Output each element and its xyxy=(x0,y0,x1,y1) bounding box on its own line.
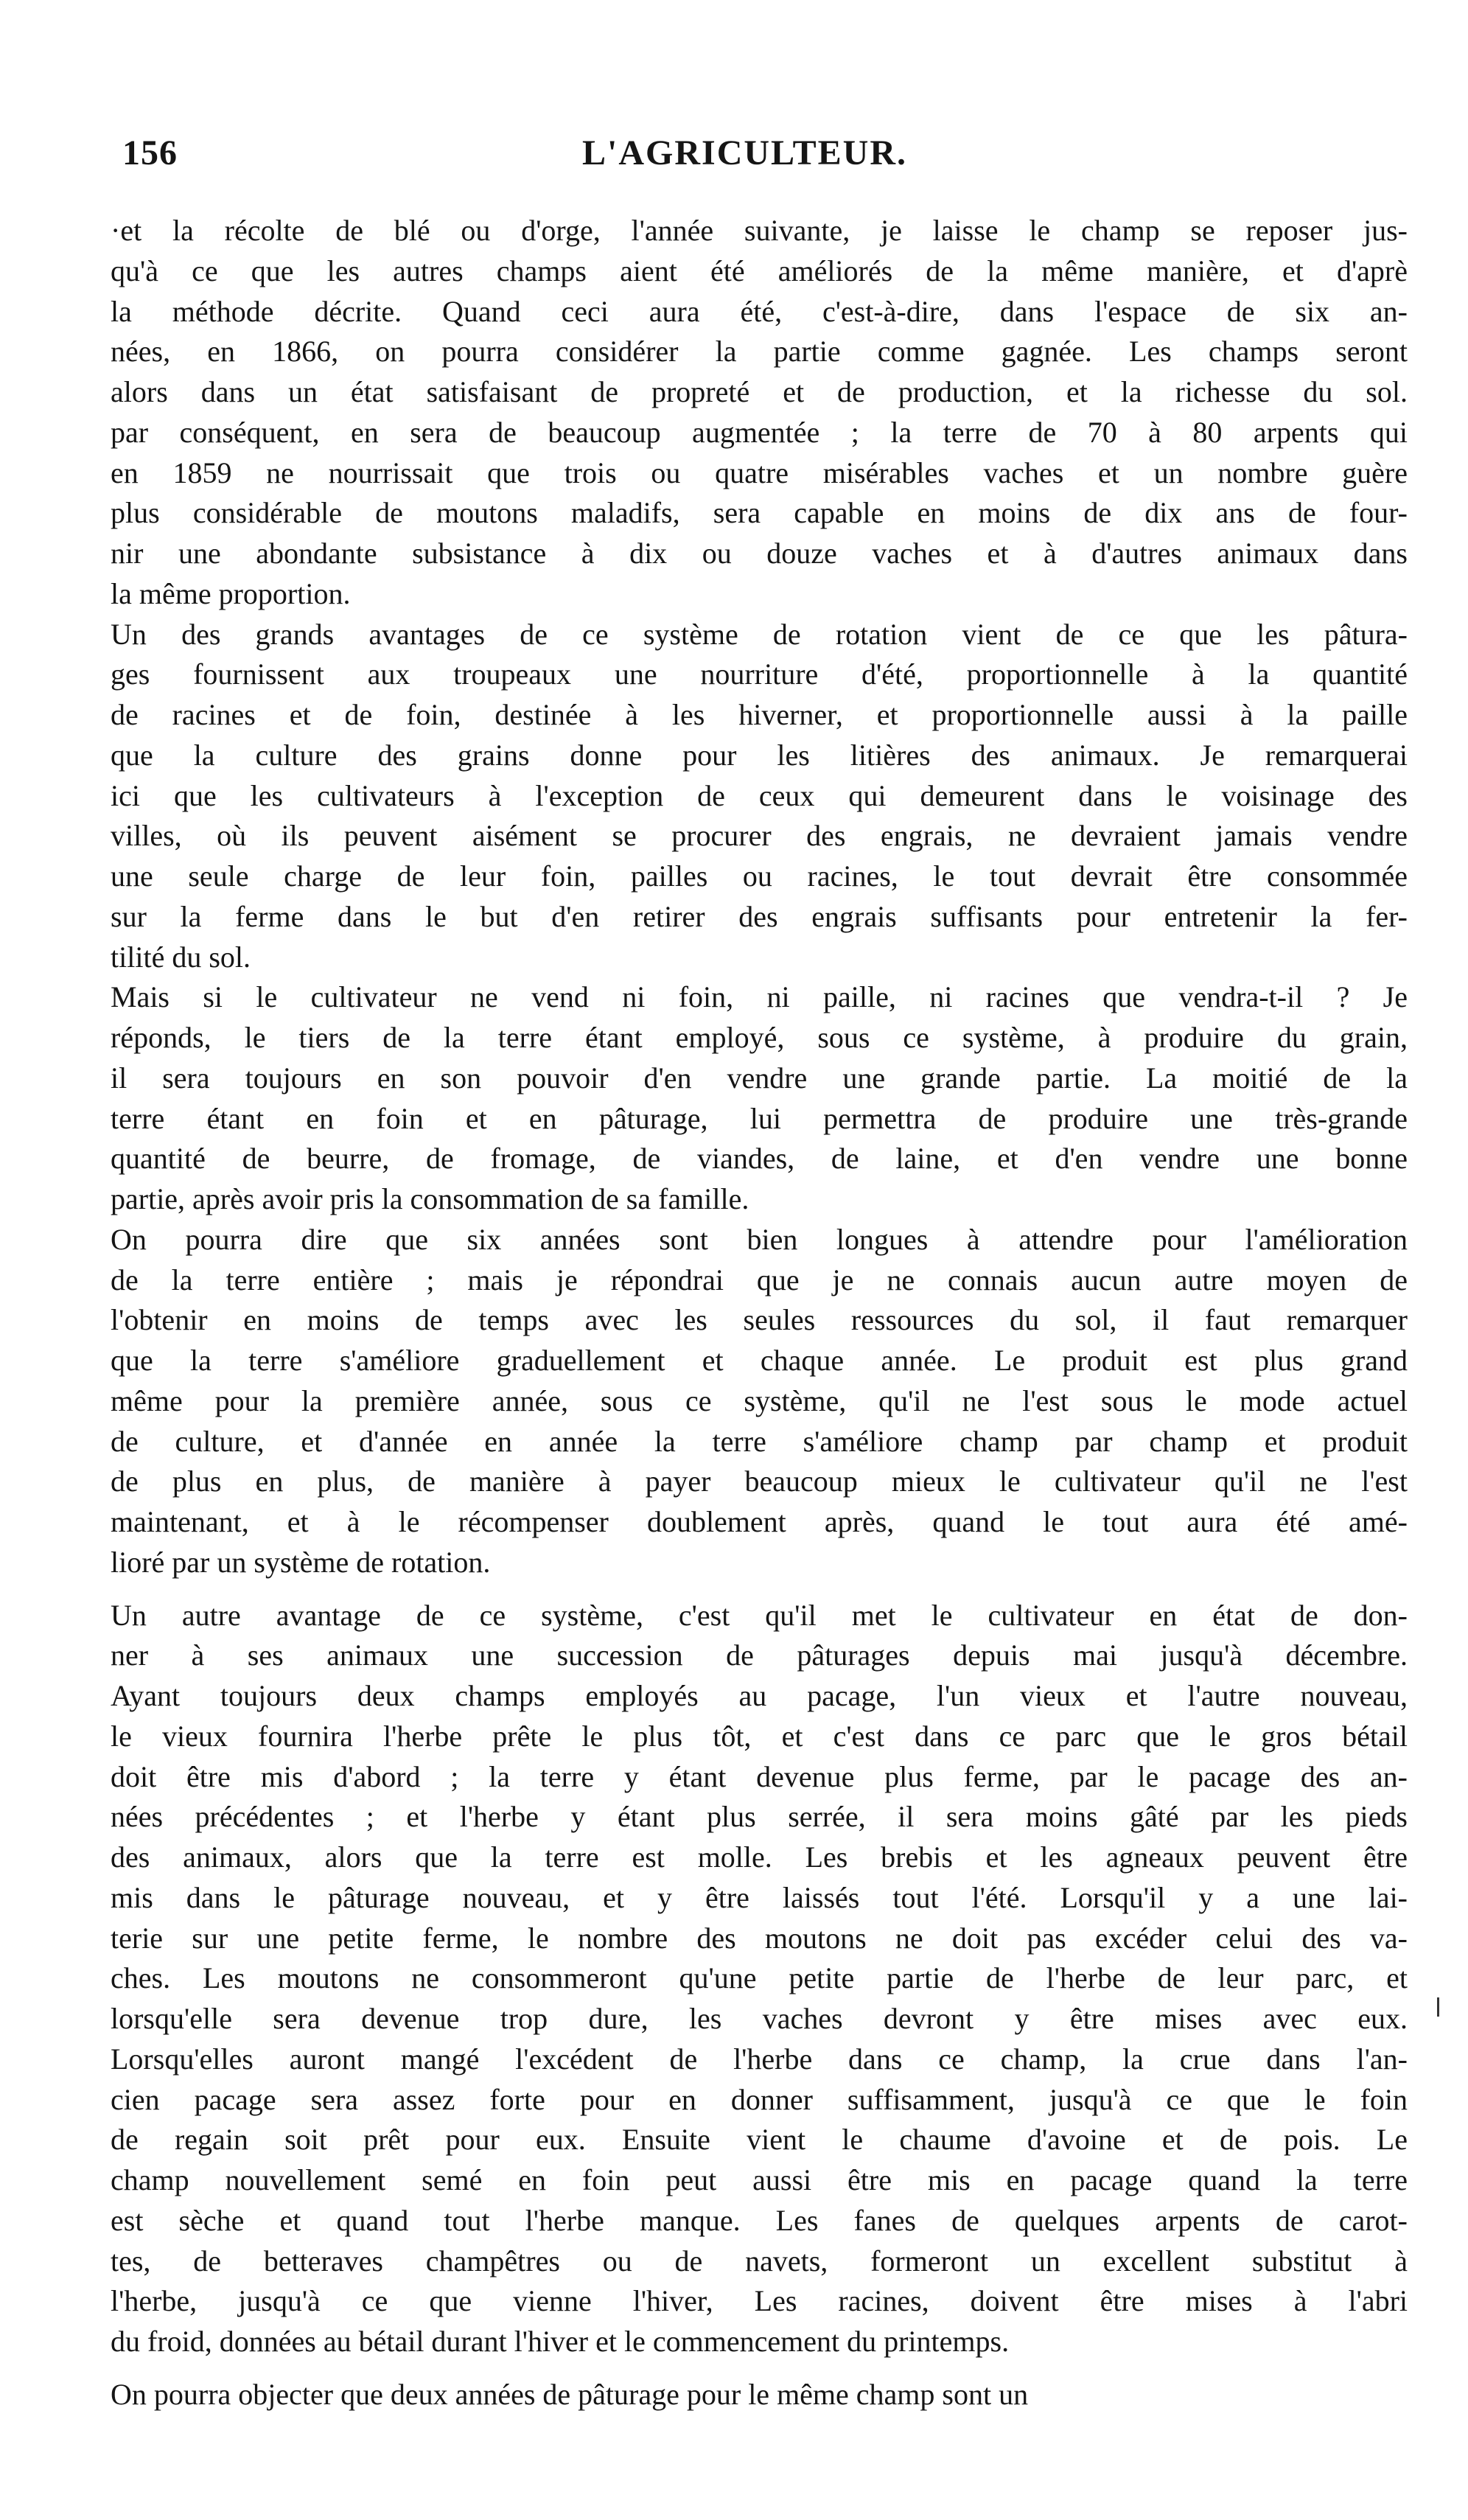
paragraph xyxy=(111,977,1408,1220)
text-line: il sera toujours en son pouvoir d'en vendre une grande partie. La moitié de la xyxy=(111,1061,1408,1095)
text-line: nées, en 1866, on pourra considérer la partie comme gagnée. Les champs seront xyxy=(111,335,1408,369)
text-line: nées précédentes ; et l'herbe y étant plus serrée, il sera moins gâté par les pieds xyxy=(111,1800,1408,1834)
text-line: terie sur une petite ferme, le nombre des moutons ne doit pas excéder celui des va- xyxy=(111,1921,1408,1955)
text-line: de regain soit prêt pour eux. Ensuite vient le chaume d'avoine et de pois. Le xyxy=(111,2123,1408,2157)
text-line: Ayant toujours deux champs employés au pacage, l'un vieux et l'autre nouveau, xyxy=(111,1679,1408,1712)
text-line: Un des grands avantages de ce système de rotation vient de ce que les pâtura- xyxy=(111,617,1408,651)
text-line: On pourra dire que six années sont bien longues à attendre pour l'amélioration xyxy=(111,1222,1408,1256)
text-line: mis dans le pâturage nouveau, et y être laissés tout l'été. Lorsqu'il y a une lai- xyxy=(111,1880,1408,1914)
body-text xyxy=(111,211,1408,2415)
text-line: de racines et de foin, destinée à les hiverner, et proportionnelle aussi à la paille xyxy=(111,698,1408,731)
page-header xyxy=(0,133,1468,184)
text-line: partie, après avoir pris la consommation de sa famille. xyxy=(111,1182,749,1215)
text-line: est sèche et quand tout l'herbe manque. Les fanes de quelques arpents de carot- xyxy=(111,2203,1408,2237)
text-line: ·et la récolte de blé ou d'orge, l'année suivante, je laisse le champ se reposer jus- xyxy=(111,214,1408,247)
text-line: quantité de beurre, de fromage, de viandes, de laine, et d'en vendre une bonne xyxy=(111,1142,1408,1176)
text-line: nir une abondante subsistance à dix ou douze vaches et à d'autres animaux dans xyxy=(111,537,1408,570)
paragraph xyxy=(111,615,1408,978)
text-line: villes, où ils peuvent aisément se procurer des engrais, ne devraient jamais vendre xyxy=(111,819,1408,853)
text-line: la méthode décrite. Quand ceci aura été, c'est-à-dire, dans l'espace de six an- xyxy=(111,294,1408,328)
text-line: lorsqu'elle sera devenue trop dure, les vaches devront y être mises avec eux. xyxy=(111,2002,1408,2035)
text-line: même pour la première année, sous ce système, qu'il ne l'est sous le mode actuel xyxy=(111,1383,1408,1417)
text-line: On pourra objecter que deux années de pâturage pour le même champ sont un xyxy=(111,2377,1029,2411)
page-number: 156 xyxy=(122,133,178,172)
text-line: l'herbe, jusqu'à ce que vienne l'hiver, Les racines, doivent être mises à l'abri xyxy=(111,2284,1408,2318)
text-line: de plus en plus, de manière à payer beaucoup mieux le cultivateur qu'il ne l'est xyxy=(111,1465,1408,1498)
text-line: par conséquent, en sera de beaucoup augmentée ; la terre de 70 à 80 arpents qui xyxy=(111,415,1408,449)
paragraph xyxy=(111,211,1408,615)
text-line: que la terre s'améliore graduellement et chaque année. Le produit est plus grand xyxy=(111,1344,1408,1377)
text-line: qu'à ce que les autres champs aient été améliorés de la même manière, et d'aprè xyxy=(111,254,1408,287)
text-line: sur la ferme dans le but d'en retirer des engrais suffisants pour entretenir la fer- xyxy=(111,899,1408,933)
text-line: lioré par un système de rotation. xyxy=(111,1545,491,1579)
paragraph-gap xyxy=(111,1583,1408,1596)
text-line: plus considérable de moutons maladifs, sera capable en moins de dix ans de four- xyxy=(111,496,1408,530)
text-line: champ nouvellement semé en foin peut aussi être mis en pacage quand la terre xyxy=(111,2163,1408,2196)
paragraph xyxy=(111,1220,1408,1583)
text-line: le vieux fournira l'herbe prête le plus tôt, et c'est dans ce parc que le gros bétail xyxy=(111,1719,1408,1753)
text-line: ges fournissent aux troupeaux une nourriture d'été, proportionnelle à la quantité xyxy=(111,657,1408,691)
text-line: cien pacage sera assez forte pour en donner suffisamment, jusqu'à ce que le foin xyxy=(111,2082,1408,2116)
text-line: Lorsqu'elles auront mangé l'excédent de l'herbe dans ce champ, la crue dans l'an- xyxy=(111,2042,1408,2076)
text-line: tilité du sol. xyxy=(111,940,251,974)
text-line: en 1859 ne nourrissait que trois ou quatre misérables vaches et un nombre guère xyxy=(111,456,1408,489)
text-line: l'obtenir en moins de temps avec les seules ressources du sol, il faut remarquer xyxy=(111,1303,1408,1337)
text-line: tes, de betteraves champêtres ou de navets, formeront un excellent substitut à xyxy=(111,2244,1408,2278)
text-line: ici que les cultivateurs à l'exception de ceux qui demeurent dans le voisinage des xyxy=(111,778,1408,812)
text-line: alors dans un état satisfaisant de propreté et de production, et la richesse du sol. xyxy=(111,375,1408,408)
text-line: que la culture des grains donne pour les litières des animaux. Je remarquerai xyxy=(111,738,1408,772)
text-line: des animaux, alors que la terre est molle. Les brebis et les agneaux peuvent être xyxy=(111,1840,1408,1874)
margin-mark xyxy=(1437,1997,1439,2017)
text-line: réponds, le tiers de la terre étant employé, sous ce système, à produire du grain, xyxy=(111,1021,1408,1054)
text-line: doit être mis d'abord ; la terre y étant devenue plus ferme, par le pacage des an- xyxy=(111,1759,1408,1793)
paragraph xyxy=(111,1596,1408,2362)
text-line: Un autre avantage de ce système, c'est qu'il met le cultivateur en état de don- xyxy=(111,1598,1408,1632)
text-line: ches. Les moutons ne consommeront qu'une petite partie de l'herbe de leur parc, et xyxy=(111,1961,1408,1995)
text-line: la même proportion. xyxy=(111,576,351,610)
running-title: L'AGRICULTEUR. xyxy=(582,133,907,172)
text-line: de la terre entière ; mais je répondrai que je ne connais aucun autre moyen de xyxy=(111,1263,1408,1296)
text-line: une seule charge de leur foin, pailles ou racines, le tout devrait être consommée xyxy=(111,859,1408,893)
paragraph xyxy=(111,2375,1408,2415)
text-line: ner à ses animaux une succession de pâturages depuis mai jusqu'à décembre. xyxy=(111,1638,1408,1672)
paragraph-gap xyxy=(111,2362,1408,2375)
text-line: Mais si le cultivateur ne vend ni foin, ni paille, ni racines que vendra-t-il ? Je xyxy=(111,980,1408,1014)
text-line: maintenant, et à le récompenser doublement après, quand le tout aura été amé- xyxy=(111,1505,1408,1538)
text-line: terre étant en foin et en pâturage, lui permettra de produire une très-grande xyxy=(111,1101,1408,1135)
text-line: de culture, et d'année en année la terre s'améliore champ par champ et produit xyxy=(111,1424,1408,1458)
text-line: du froid, données au bétail durant l'hiver et le commencement du printemps. xyxy=(111,2325,1010,2358)
